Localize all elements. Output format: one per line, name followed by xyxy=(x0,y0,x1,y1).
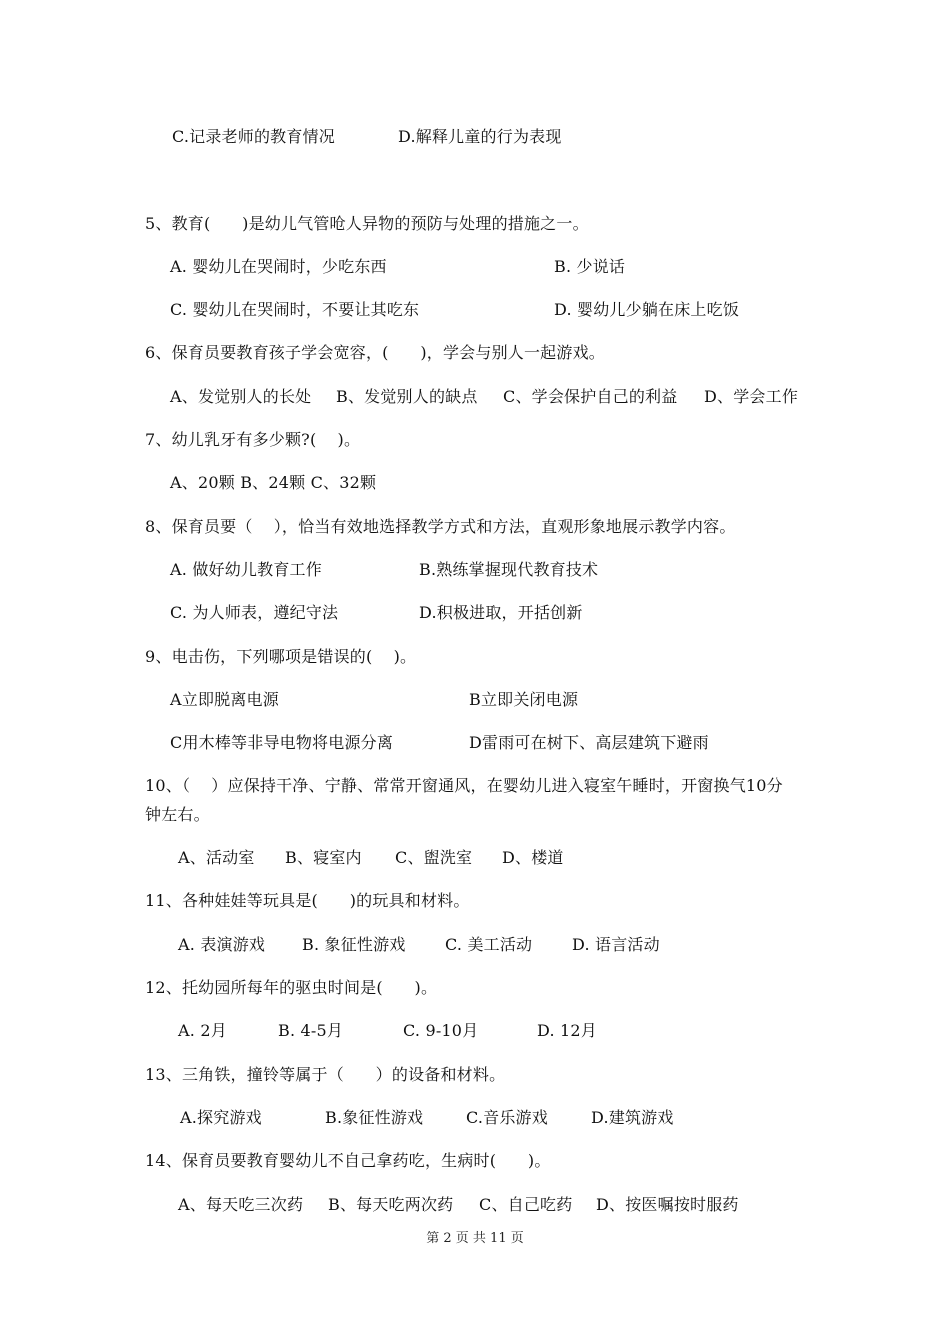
question-12-option-c: C. 9-10月 xyxy=(403,1021,479,1040)
question-5-stem: 5、教育( )是幼儿气管呛人异物的预防与处理的措施之一。 xyxy=(145,214,589,233)
question-11-option-c: C. 美工活动 xyxy=(445,935,533,954)
question-7-options: A、20颗 B、24颗 C、32颗 xyxy=(170,473,377,492)
question-13-option-c: C.音乐游戏 xyxy=(466,1108,548,1127)
question-8-option-c: C. 为人师表，遵纪守法 xyxy=(170,603,339,622)
question-13-option-b: B.象征性游戏 xyxy=(325,1108,424,1127)
question-5-option-b: B. 少说话 xyxy=(554,257,626,276)
question-5-option-d: D. 婴幼儿少躺在床上吃饭 xyxy=(554,300,740,319)
question-6-stem: 6、保育员要教育孩子学会宽容，( )，学会与别人一起游戏。 xyxy=(145,343,605,362)
question-11-option-a: A. 表演游戏 xyxy=(178,935,266,954)
question-8-option-b: B.熟练掌握现代教育技术 xyxy=(419,560,599,579)
question-14-option-d: D、按医嘱按时服药 xyxy=(596,1195,739,1214)
question-14-option-a: A、每天吃三次药 xyxy=(178,1195,304,1214)
question-10-stem-cont: 钟左右。 xyxy=(145,805,210,824)
question-8-stem: 8、保育员要（ ），恰当有效地选择教学方式和方法，直观形象地展示教学内容。 xyxy=(145,517,736,536)
question-6-option-d: D、学会工作 xyxy=(704,387,799,406)
question-5-option-c: C. 婴幼儿在哭闹时，不要让其吃东 xyxy=(170,300,420,319)
question-9-stem: 9、电击伤，下列哪项是错误的( )。 xyxy=(145,647,417,666)
option-d-explain-behavior: D.解释儿童的行为表现 xyxy=(398,127,562,146)
question-9-option-a: A立即脱离电源 xyxy=(170,690,279,709)
question-6-option-a: A、发觉别人的长处 xyxy=(170,387,312,406)
question-14-option-b: B、每天吃两次药 xyxy=(328,1195,454,1214)
question-12-option-d: D. 12月 xyxy=(537,1021,597,1040)
question-12-stem: 12、托幼园所每年的驱虫时间是( )。 xyxy=(145,978,438,997)
question-10-option-b: B、寝室内 xyxy=(285,848,362,867)
option-c-record-teacher: C.记录老师的教育情况 xyxy=(172,127,335,146)
question-10-option-a: A、活动室 xyxy=(178,848,255,867)
question-6-option-b: B、发觉别人的缺点 xyxy=(336,387,478,406)
question-8-option-d: D.积极进取，开括创新 xyxy=(419,603,583,622)
question-9-option-c: C用木棒等非导电物将电源分离 xyxy=(170,733,394,752)
question-10-stem: 10、（ ）应保持干净、宁静、常常开窗通风，在婴幼儿进入寝室午睡时，开窗换气10分 xyxy=(145,776,783,795)
question-12-option-b: B. 4-5月 xyxy=(278,1021,344,1040)
page-footer: 第 2 页 共 11 页 xyxy=(426,1231,524,1246)
question-13-stem: 13、三角铁，撞铃等属于（ ）的设备和材料。 xyxy=(145,1065,506,1084)
question-13-option-a: A.探究游戏 xyxy=(180,1108,262,1127)
question-14-stem: 14、保育员要教育婴幼儿不自己拿药吃，生病时( )。 xyxy=(145,1151,551,1170)
question-11-stem: 11、各种娃娃等玩具是( )的玩具和材料。 xyxy=(145,891,470,910)
question-14-option-c: C、自己吃药 xyxy=(479,1195,573,1214)
question-12-option-a: A. 2月 xyxy=(178,1021,227,1040)
question-8-option-a: A. 做好幼儿教育工作 xyxy=(170,560,322,579)
question-11-option-d: D. 语言活动 xyxy=(572,935,660,954)
question-11-option-b: B. 象征性游戏 xyxy=(302,935,406,954)
question-5-option-a: A. 婴幼儿在哭闹时，少吃东西 xyxy=(170,257,387,276)
question-10-option-d: D、楼道 xyxy=(502,848,564,867)
question-9-option-d: D雷雨可在树下、高层建筑下避雨 xyxy=(469,733,709,752)
question-10-option-c: C、盥洗室 xyxy=(395,848,473,867)
question-7-stem: 7、幼儿乳牙有多少颗?( )。 xyxy=(145,430,361,449)
question-13-option-d: D.建筑游戏 xyxy=(591,1108,674,1127)
question-6-option-c: C、学会保护自己的利益 xyxy=(503,387,678,406)
question-9-option-b: B立即关闭电源 xyxy=(469,690,579,709)
